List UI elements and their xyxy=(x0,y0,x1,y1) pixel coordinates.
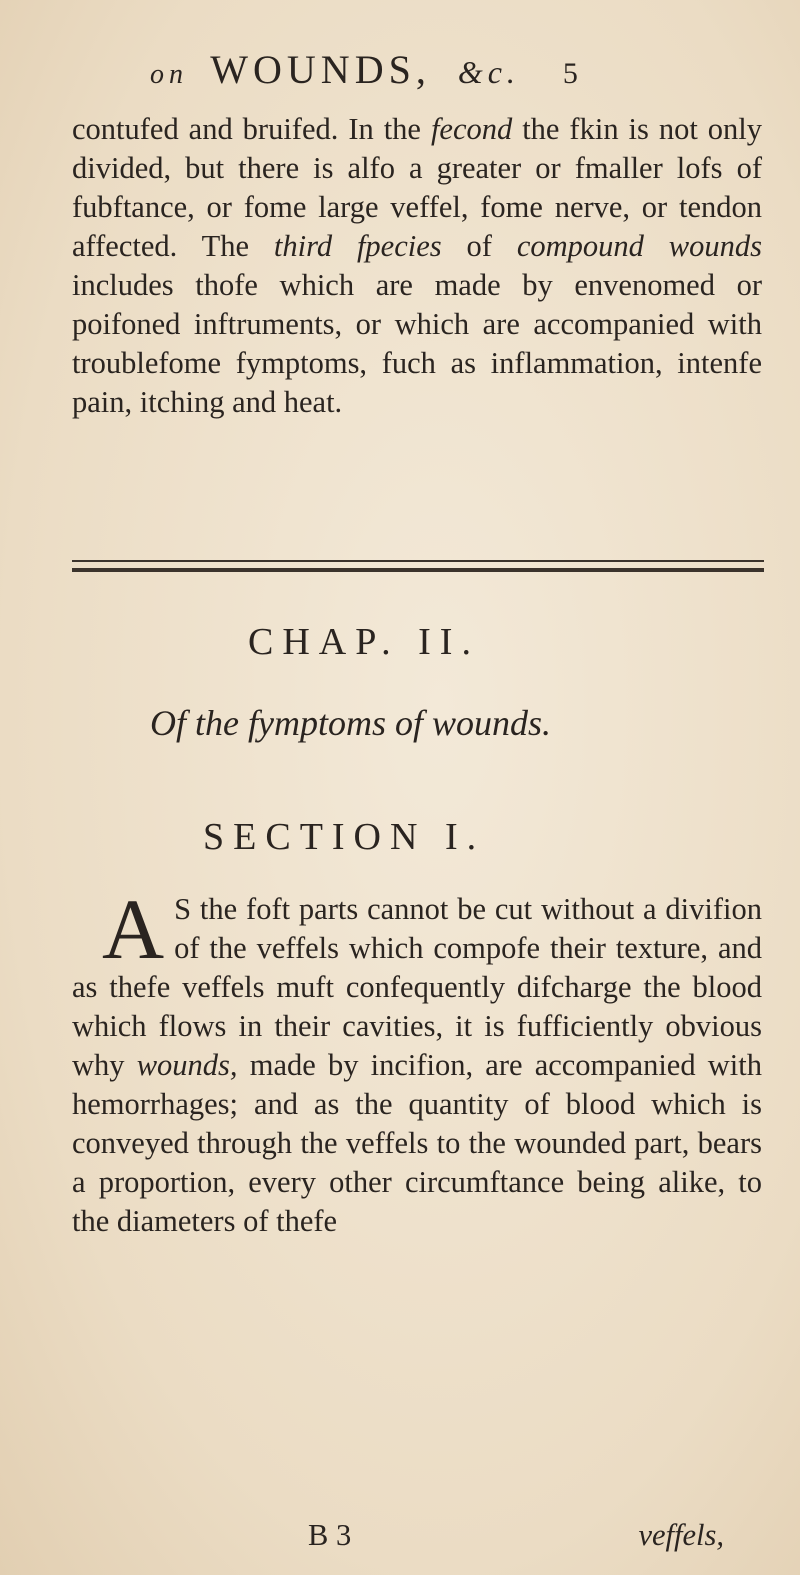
section-heading: SECTION I. xyxy=(203,816,486,858)
divider-thick xyxy=(72,568,764,572)
paragraph-1-text-c: of xyxy=(441,229,517,263)
page-number: 5 xyxy=(562,57,583,90)
running-head-etc: &c. xyxy=(457,54,520,90)
paragraph-1-italic-a: fecond xyxy=(430,112,513,146)
paragraph-2-italic-a: wounds, xyxy=(136,1048,238,1082)
paragraph-1-text-d: includes thofe which are made by envenomed or poifoned inftruments, or which are accompanied with troublefome fymptoms, fuch as inflammation, intenfe pain, itching and heat. xyxy=(72,268,762,419)
chapter-heading: CHAP. II. xyxy=(248,621,480,663)
divider-thin xyxy=(72,560,764,562)
running-head-prefix: on xyxy=(150,59,188,90)
chapter-subtitle: Of the fymptoms of wounds. xyxy=(150,703,551,743)
paragraph-1-text-a: contufed and bruifed. In the xyxy=(72,112,431,146)
running-head xyxy=(150,46,670,93)
drop-cap: A xyxy=(102,881,165,977)
catchword: veffels, xyxy=(638,1518,724,1552)
paragraph-2-text-a: S the foft parts cannot be cut without a divifion of the veffels which compofe their texture, and as thefe veffels muft confequently difcharge the blood which flows in their cavities, it is fufficiently obvious why xyxy=(72,892,762,1082)
paragraph-1-italic-b: third fpecies xyxy=(273,229,442,263)
running-head-title: WOUNDS, xyxy=(210,47,431,92)
signature-mark: B 3 xyxy=(308,1518,352,1552)
paragraph-2 xyxy=(72,881,762,1241)
paragraph-1 xyxy=(72,110,762,422)
paragraph-2-text-b: made by incifion, are accompanied with hemorrhages; and as the quantity of blood which is conveyed through the veffels to the wounded part, bears a proportion, every other circumftance being alike, to the diameters of thefe xyxy=(72,1048,762,1238)
paragraph-1-text-b: the fkin is not only divided, but there is alfo a greater or fmaller lofs of fubftance, or fome large veffel, fome nerve, or tendon affected. The xyxy=(72,112,762,263)
paragraph-1-italic-c: compound wounds xyxy=(516,229,762,263)
